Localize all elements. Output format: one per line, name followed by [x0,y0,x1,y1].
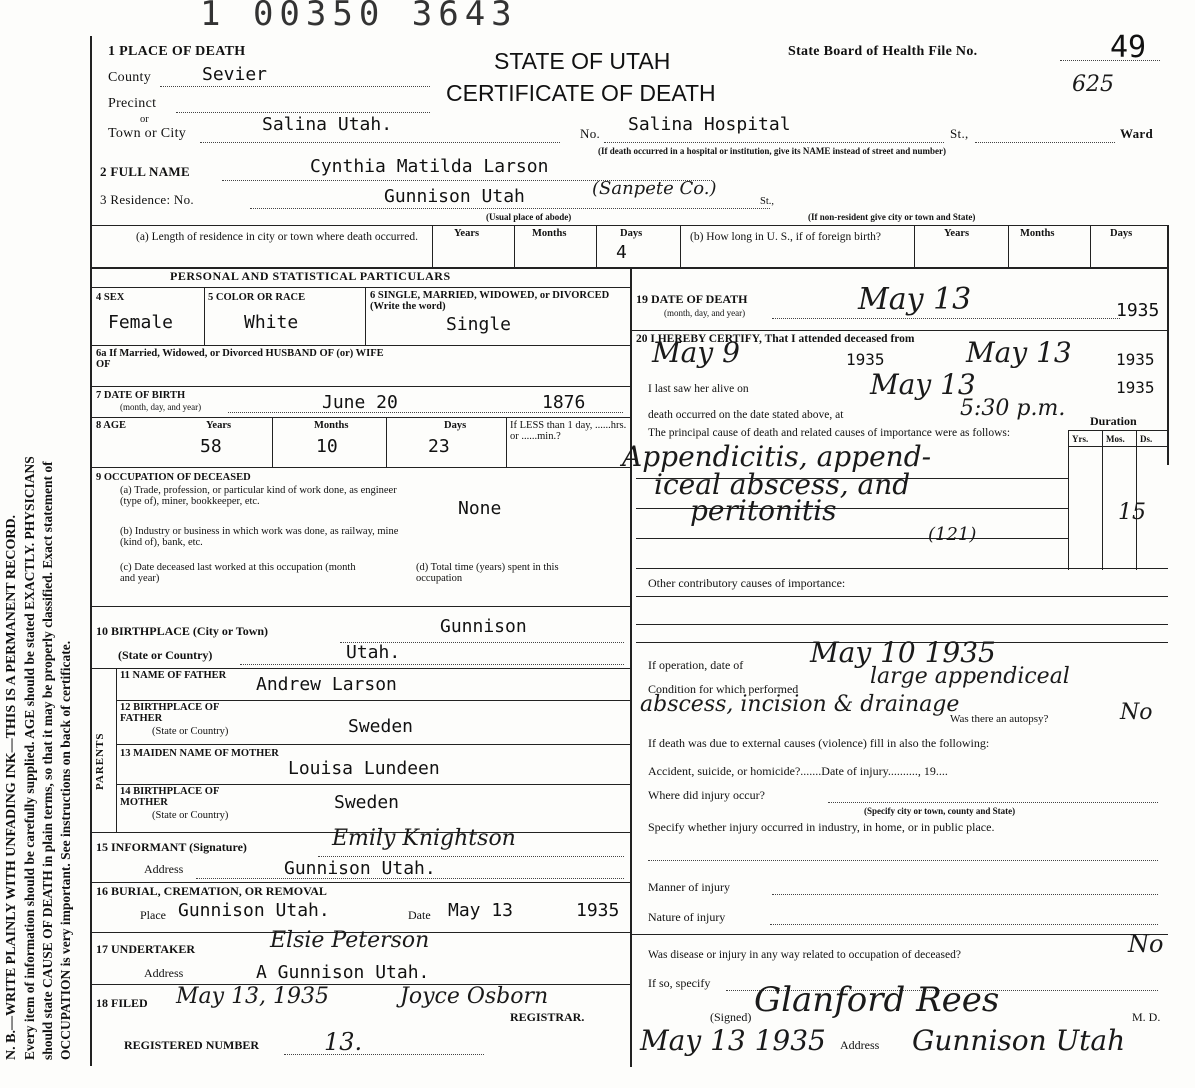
dob-sub: (month, day, and year) [120,402,202,412]
occ-disease-value: No [1128,930,1164,958]
mother-value: Louisa Lundeen [288,758,440,779]
signed-label: (Signed) [710,1010,752,1024]
less-than-label: If LESS than 1 day, ......hrs. or ......min.? [510,420,627,442]
father-birth-value: Sweden [348,716,414,737]
dod-label: 19 DATE OF DEATH [636,292,748,306]
certify-label: 20 I HEREBY CERTIFY, That I attended deceased from [636,333,915,345]
operation-label: If operation, date of [648,658,744,672]
duration-mos: Mos. [1106,434,1125,444]
frame-right [1167,225,1169,465]
undertaker-address-label: Address [144,966,184,980]
death-occurred-label: death occurred on the date stated above, at [648,409,844,421]
file-no-label: State Board of Health File No. [788,44,978,59]
where-label: Where did injury occur? [648,788,765,802]
undertaker-address: A Gunnison Utah. [256,962,430,983]
occupation-value: None [458,498,502,519]
spouse-label: 6a If Married, Widowed, or Divorced HUSBAND OF (or) WIFE OF [96,348,384,370]
last-saw-date: May 13 [870,368,976,401]
frame-left [90,36,92,1066]
md-label: M. D. [1132,1010,1161,1024]
age-years: 58 [200,436,222,457]
informant-label: 15 INFORMANT (Signature) [96,840,247,854]
personal-heading: PERSONAL AND STATISTICAL PARTICULARS [170,269,451,283]
dod-value: May 13 [858,282,972,317]
marital-label: 6 SINGLE, MARRIED, WIDOWED, or DIVORCED (Write the word) [370,290,610,312]
manner-label: Manner of injury [648,880,730,894]
burial-place-label: Place [140,908,166,922]
hospital-value: Salina Hospital [628,114,791,135]
age-days: 23 [428,436,450,457]
sex-label: 4 SEX [96,292,125,303]
last-saw-year: 1935 [1116,378,1155,397]
st-label: St., [950,126,969,141]
cause-code: (121) [928,524,977,545]
occupation-d: (d) Total time (years) spent in this occupation [416,562,559,584]
side-note-1: N. B.—WRITE PLAINLY WITH UNFADING INK—THIS IS A PERMANENT RECORD. [4,514,19,1060]
side-note-4: OCCUPATION is very important. See instructions on back of certificate. [58,640,73,1060]
condition-line-2: abscess, incision & drainage [640,692,960,717]
father-birth-state: (State or Country) [152,726,229,737]
residence-length-label: (a) Length of residence in city or town where death occurred. [136,231,418,243]
informant-address: Gunnison Utah. [284,858,436,879]
father-birth-label: 12 BIRTHPLACE OF FATHER [120,702,220,724]
operation-date: May 10 1935 [810,636,996,669]
physician-address: Gunnison Utah [912,1024,1126,1057]
dob-year: 1876 [542,392,586,413]
parents-label: PARENTS [94,732,106,790]
informant-signature: Emily Knightson [332,826,516,851]
us-length-label: (b) How long in U. S., if of foreign birth? [690,231,881,243]
certificate-title: CERTIFICATE OF DEATH [446,80,716,106]
town-label: Town or City [108,126,187,141]
age-months: 10 [316,436,338,457]
dob-label: 7 DATE OF BIRTH [96,390,186,401]
side-note-2: Every item of information should be carefully supplied. AGE should be stated EXACTLY. PHYSICIANS [22,456,37,1060]
filed-label: 18 FILED [96,996,148,1010]
mother-birth-state: (State or Country) [152,810,229,821]
residence-county: (Sanpete Co.) [592,178,717,199]
cause-duration: 15 [1118,500,1146,525]
condition-label: Condition for which performed [648,682,799,696]
residence-sub2: (If non-resident give city or town and State) [808,212,976,222]
if-so-label: If so, specify [648,976,711,990]
us-years-header: Years [944,228,970,239]
burial-date-label: Date [408,908,431,922]
dod-sub: (month, day, and year) [664,308,746,318]
no-label: No. [580,126,601,141]
len-years-header: Years [454,228,480,239]
extra-no: 625 [1072,72,1114,97]
attended-to-year: 1935 [1116,350,1155,369]
accident-label: Accident, suicide, or homicide?.......Date of injury.........., 19.... [648,764,948,778]
residence-value: Gunnison Utah [384,186,525,207]
other-causes-label: Other contributory causes of importance: [648,576,846,590]
registrar-signature: Joyce Osborn [400,984,549,1009]
duration-label: Duration [1090,414,1137,428]
cause-line-1: Appendicitis, append- [622,440,932,473]
birthplace-state: Utah. [346,642,401,663]
signature-date: May 13 1935 [640,1024,826,1057]
occupation-a: (a) Trade, profession, or particular kind of work done, as engineer (type of), miner, bookkeeper, etc. [120,485,397,507]
place-of-death-heading: 1 PLACE OF DEATH [108,44,246,59]
sex-value: Female [108,312,174,333]
side-note-3: should state CAUSE OF DEATH in plain terms, so that it may be properly classified. Exact statement of [40,461,55,1060]
us-days-header: Days [1110,228,1133,239]
undertaker-signature: Elsie Peterson [270,928,430,953]
specify-label: Specify whether injury occurred in industry, in home, or in public place. [648,820,995,834]
occupation-heading: 9 OCCUPATION OF DECEASED [96,472,251,483]
county-label: County [108,70,152,85]
burial-year: 1935 [576,900,620,921]
age-months-header: Months [314,420,349,431]
attended-from-year: 1935 [846,350,885,369]
physician-address-label: Address [840,1038,880,1052]
full-name-label: 2 FULL NAME [100,164,190,179]
attended-to: May 13 [966,336,1072,369]
father-label: 11 NAME OF FATHER [120,670,227,681]
us-months-header: Months [1020,228,1055,239]
occupation-b: (b) Industry or business in which work was done, as railway, mine (kind of), bank, etc. [120,526,399,548]
mother-birth-label: 14 BIRTHPLACE OF MOTHER [120,786,220,808]
attended-from: May 9 [652,336,740,369]
residence-sub1: (Usual place of abode) [486,212,572,222]
color-label: 5 COLOR OR RACE [208,292,306,303]
len-days-header: Days [620,228,643,239]
age-days-header: Days [444,420,467,431]
cause-line-2: iceal abscess, and [654,468,911,501]
autopsy-value: No [1120,700,1153,725]
dob-value: June 20 [322,392,398,413]
birthplace-city: Gunnison [440,616,527,637]
cause-label: The principal cause of death and related causes of importance were as follows: [648,427,1011,439]
burial-place: Gunnison Utah. [178,900,330,921]
undertaker-label: 17 UNDERTAKER [96,942,196,956]
regnum-value: 13. [324,1028,363,1056]
len-days-value: 4 [616,242,627,263]
filed-date: May 13, 1935 [176,984,330,1009]
nature-label: Nature of injury [648,910,726,924]
duration-yrs: Yrs. [1072,434,1089,444]
town-value: Salina Utah. [262,114,393,135]
duration-ds: Ds. [1140,434,1153,444]
county-value: Sevier [202,64,268,85]
dod-year: 1935 [1116,300,1160,321]
age-label: 8 AGE [96,420,127,431]
where-sub: (Specify city or town, county and State) [864,806,1016,816]
ward-label: Ward [1120,126,1153,141]
death-time: 5:30 p.m. [960,396,1066,421]
residence-st: St., [760,196,775,207]
full-name-value: Cynthia Matilda Larson [310,156,549,177]
serial-number: 1 00350 3643 [200,0,518,34]
birthplace-label: 10 BIRTHPLACE (City or Town) [96,624,269,638]
birthplace-state-label: (State or Country) [118,648,213,662]
informant-address-label: Address [144,862,184,876]
burial-label: 16 BURIAL, CREMATION, OR REMOVAL [96,884,327,898]
autopsy-label: Was there an autopsy? [950,713,1049,725]
precinct-label: Precinct [108,96,157,111]
marital-value: Single [446,314,512,335]
state-title: STATE OF UTAH [494,48,671,74]
len-months-header: Months [532,228,567,239]
burial-date: May 13 [448,900,514,921]
registrar-label: REGISTRAR. [510,1010,585,1024]
father-value: Andrew Larson [256,674,397,695]
mother-birth-value: Sweden [334,792,400,813]
regnum-label: REGISTERED NUMBER [124,1038,260,1052]
center-divider [630,267,632,1067]
town-or: or [140,114,149,125]
residence-label: 3 Residence: No. [100,192,194,207]
file-no: 49 [1110,30,1147,65]
cause-line-3: peritonitis [690,494,837,527]
external-label: If death was due to external causes (violence) fill in also the following: [648,736,990,750]
occupation-c: (c) Date deceased last worked at this occupation (month and year) [120,562,356,584]
physician-signature: Glanford Rees [754,980,1000,1020]
last-saw-label: I last saw her alive on [648,383,749,395]
mother-label: 13 MAIDEN NAME OF MOTHER [120,748,279,759]
occ-disease-label: Was disease or injury in any way related to occupation of deceased? [648,949,961,961]
age-years-header: Years [206,420,232,431]
color-value: White [244,312,299,333]
condition-line-1: large appendiceal [870,664,1070,689]
place-note: (If death occurred in a hospital or institution, give its NAME instead of street and number) [598,146,947,156]
